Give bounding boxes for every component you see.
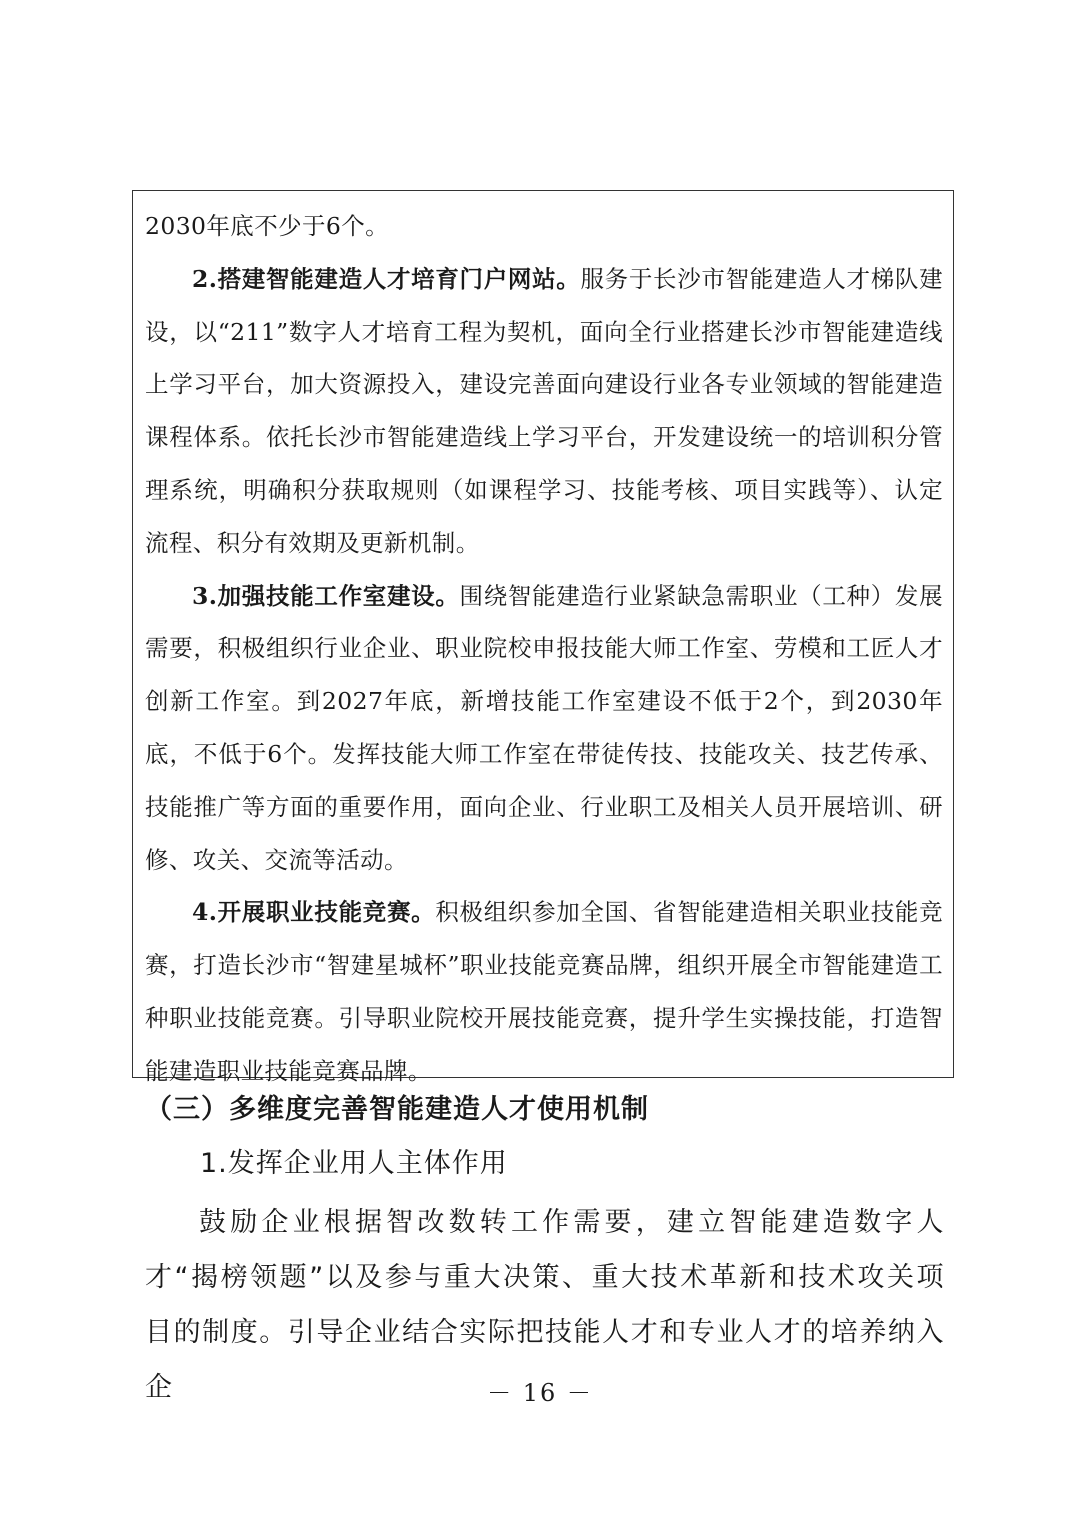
item-3-paragraph bbox=[145, 570, 943, 887]
subsection-heading: 1.发挥企业用人主体作用 bbox=[200, 1148, 508, 1179]
item-2-text: 服务于长沙市智能建造人才梯队建设，以“211”数字人才培育工程为契机，面向全行业搭建长沙市智能建造线上学习平台，加大资源投入，建设完善面向建设行业各专业领域的智能建造课程体系。依托长沙市智能建造线上学习平台，开发建设统一的培训积分管理系统，明确积分获取规则（如课程学习、技能考核、项目实践等）、认定流程、积分有效期及更新机制。 bbox=[145, 264, 943, 557]
item-4-paragraph bbox=[145, 886, 943, 1097]
section-paragraph: 鼓励企业根据智改数转工作需要，建立智能建造数字人才“揭榜领题”以及参与重大决策、重大技术革新和技术攻关项目的制度。引导企业结合实际把技能人才和专业人才的培养纳入企 bbox=[145, 1207, 945, 1403]
item-3-text: 围绕智能建造行业紧缺急需职业（工种）发展需要，积极组织行业企业、职业院校申报技能大师工作室、劳模和工匠人才创新工作室。到2027年底，新增技能工作室建设不低于2个，到2030年底，不低于6个。发挥技能大师工作室在带徒传技、技能攻关、技艺传承、技能推广等方面的重要作用，面向企业、行业职工及相关人员开展培训、研修、攻关、交流等活动。 bbox=[145, 581, 943, 874]
bordered-text-box bbox=[132, 190, 954, 1085]
item-2-heading: 2.搭建智能建造人才培育门户网站。 bbox=[192, 264, 581, 293]
item-4-heading: 4.开展职业技能竞赛。 bbox=[192, 898, 436, 927]
item-2-paragraph bbox=[145, 253, 943, 570]
section-heading: （三）多维度完善智能建造人才使用机制 bbox=[145, 1094, 649, 1125]
item-4-text: 积极组织参加全国、省智能建造相关职业技能竞赛，打造长沙市“智建星城杯”职业技能竞赛品牌，组织开展全市智能建造工种职业技能竞赛。引导职业院校开展技能竞赛，提升学生实操技能，打造智能建造职业技能竞赛品牌。 bbox=[145, 898, 943, 1085]
box-content bbox=[145, 200, 943, 1098]
continuation-line: 2030年底不少于6个。 bbox=[145, 212, 390, 240]
page-number: － 16 － bbox=[487, 1379, 593, 1407]
item-3-heading: 3.加强技能工作室建设。 bbox=[192, 581, 460, 610]
